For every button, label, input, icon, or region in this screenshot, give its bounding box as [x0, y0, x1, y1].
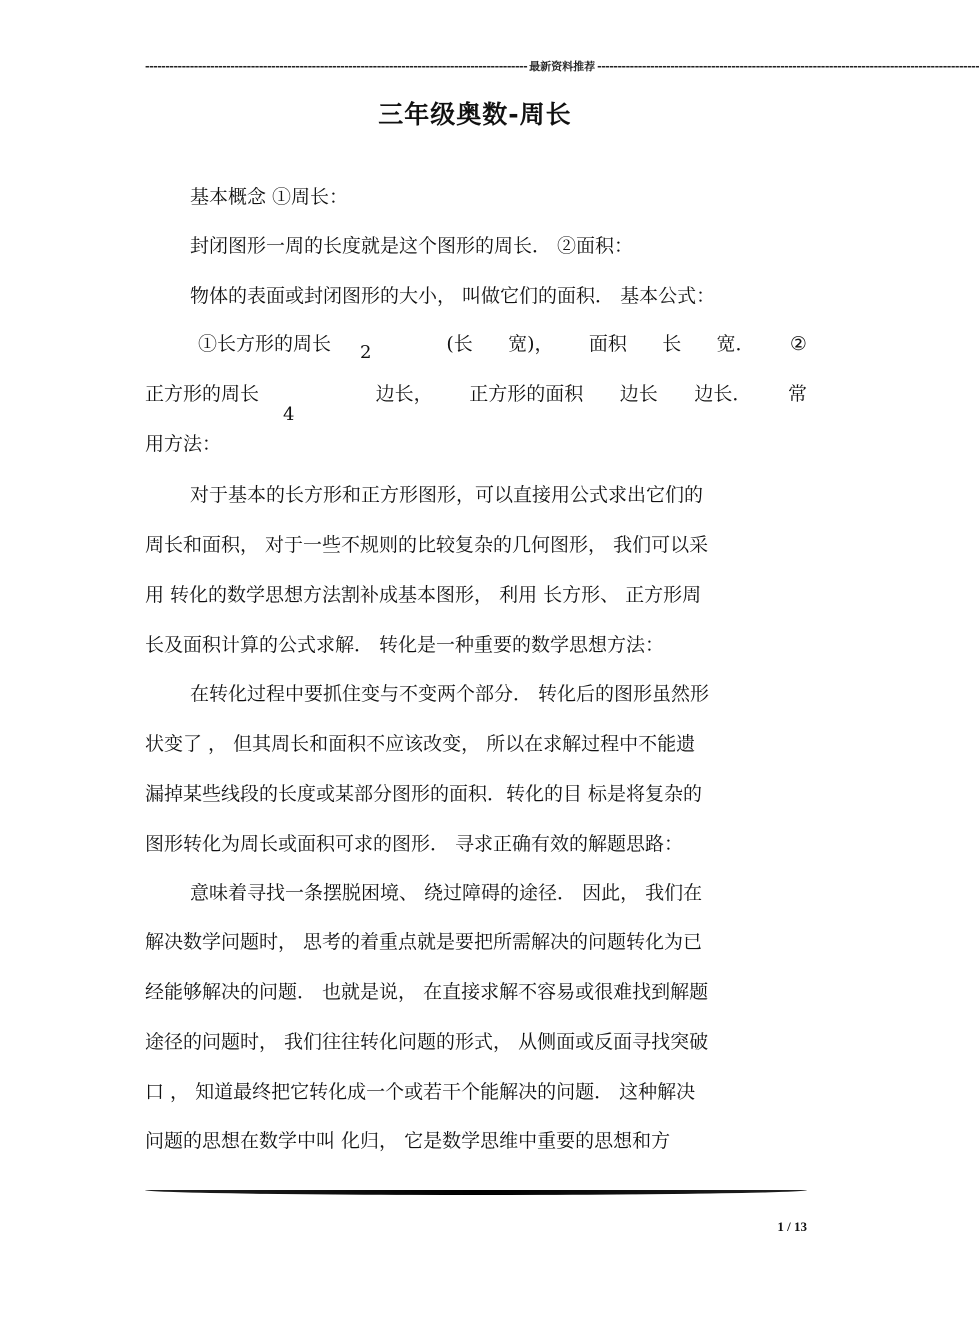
body-line: 经能够解决的问题． 也就是说， 在直接求解不容易或很难找到解题 — [145, 981, 709, 1003]
formula-line-square — [145, 377, 807, 411]
body-line: 图形转化为周长或面积可求的图形． 寻求正确有效的解题思路： — [145, 833, 684, 855]
header-label: 最新资料推荐 — [529, 60, 596, 73]
formula-text: 常 — [787, 383, 807, 405]
formula-text: 宽． — [716, 333, 755, 355]
formula-text: ①长方形的周长 — [198, 333, 332, 355]
document-title: 三年级奥数-周长 — [378, 100, 572, 129]
body-line: 用 转化的数学思想方法割补成基本图形， 利用 长方形、 正方形周 — [145, 584, 702, 606]
body-line: 口 ， 知道最终把它转化成一个或若干个能解决的问题． 这种解决 — [145, 1081, 696, 1103]
formula-number: 2 — [360, 342, 372, 363]
formula-text: ② — [789, 333, 807, 355]
body-line: 问题的思想在数学中叫 化归， 它是数学思维中重要的思想和方 — [145, 1130, 671, 1152]
formula-text: 正方形的周长 — [145, 383, 260, 405]
body-line: 对于基本的长方形和正方形图形，可以直接用公式求出它们的 — [190, 484, 704, 506]
body-line: 意味着寻找一条摆脱困境、 绕过障碍的途径． 因此， 我们在 — [190, 882, 703, 904]
formula-line-rectangle — [198, 327, 807, 361]
body-line: 状变了 ， 但其周长和面积不应该改变， 所以在求解过程中不能遗 — [145, 733, 696, 755]
formula-number: 4 — [283, 404, 295, 425]
body-line: 解决数学问题时， 思考的着重点就是要把所需解决的问题转化为已 — [145, 931, 703, 953]
formula-text: 边长， — [375, 383, 433, 405]
body-line: 漏掉某些线段的长度或某部分图形的面积．转化的目 标是将复杂的 — [145, 783, 703, 805]
body-line: 长及面积计算的公式求解． 转化是一种重要的数学思想方法： — [145, 634, 665, 656]
header-dashes-left: ---------------------------------------------------------------------------------------------- — [145, 59, 528, 73]
page-header — [145, 58, 979, 74]
formula-text: 边长． — [694, 383, 752, 405]
header-dashes-right: ---------------------------------------------------------------------------------------------- — [597, 59, 979, 73]
body-line: 途径的问题时， 我们往往转化问题的形式， 从侧面或反面寻找突破 — [145, 1031, 709, 1053]
body-line: 用方法： — [145, 433, 222, 455]
formula-text: 面积 — [588, 333, 627, 355]
body-line: 封闭图形一周的长度就是这个图形的周长． ②面积： — [190, 235, 634, 257]
body-line: 物体的表面或封闭图形的大小， 叫做它们的面积． 基本公式： — [190, 285, 716, 307]
body-line: 基本概念 ①周长： — [190, 186, 349, 208]
page-number: 1 / 13 — [777, 1219, 807, 1234]
formula-text: 宽)， — [508, 333, 554, 355]
body-line: 在转化过程中要抓住变与不变两个部分． 转化后的图形虽然形 — [190, 683, 710, 705]
body-line: 周长和面积， 对于一些不规则的比较复杂的几何图形， 我们可以采 — [145, 534, 709, 556]
formula-text: 边长 — [619, 383, 658, 405]
footer-rule — [145, 1190, 807, 1195]
formula-text: 正方形的面积 — [469, 383, 584, 405]
formula-text: 长 — [662, 333, 682, 355]
formula-text: (长 — [446, 333, 473, 355]
